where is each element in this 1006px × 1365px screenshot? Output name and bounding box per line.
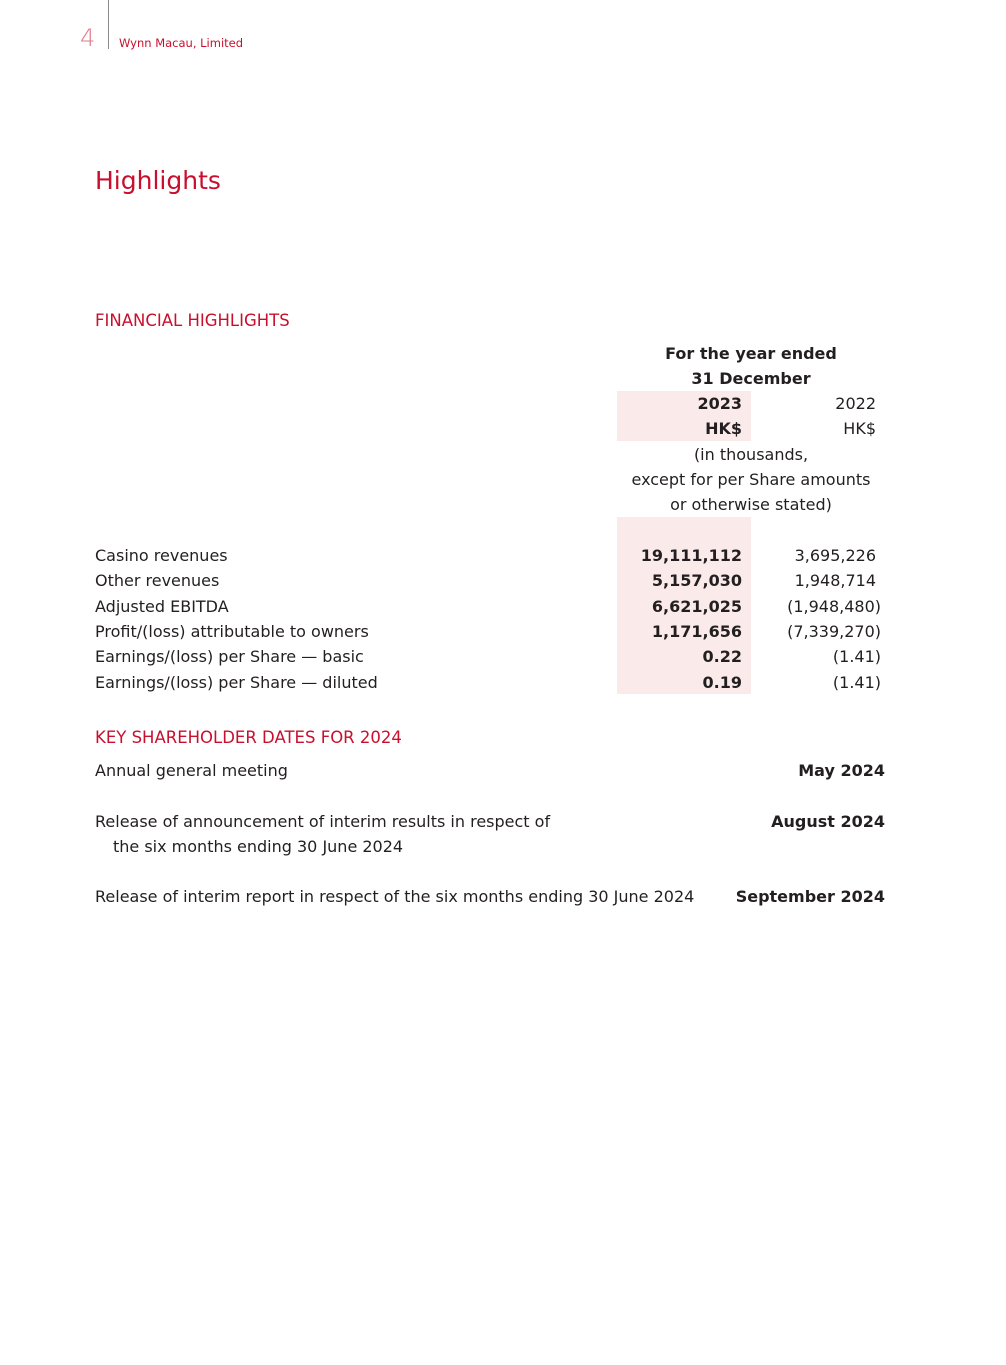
date-item-label-continued: the six months ending 30 June 2024	[113, 837, 404, 856]
table-row-prior: 1,948,714	[794, 571, 876, 590]
table-row-current: 5,157,030	[651, 571, 742, 590]
year-prior: 2022	[835, 394, 876, 413]
table-row-current: 19,111,112	[640, 546, 742, 565]
table-row-current: 0.19	[702, 673, 742, 692]
table-row-label: Earnings/(loss) per Share — basic	[95, 647, 364, 666]
units-note-line1: (in thousands,	[693, 445, 809, 464]
table-row-prior: (1,948,480)	[787, 597, 881, 616]
currency-prior: HK$	[843, 419, 876, 438]
financial-highlights-title: FINANCIAL HIGHLIGHTS	[95, 311, 290, 330]
page-title: Highlights	[95, 166, 221, 195]
table-row-label: Casino revenues	[95, 546, 228, 565]
date-item-date: May 2024	[798, 761, 885, 780]
period-heading-line1: For the year ended	[665, 344, 837, 363]
header-divider	[108, 0, 109, 49]
table-row-label: Earnings/(loss) per Share — diluted	[95, 673, 378, 692]
table-row-prior: (1.41)	[832, 673, 881, 692]
year-current: 2023	[697, 394, 742, 413]
table-row-label: Other revenues	[95, 571, 220, 590]
units-note-line3: or otherwise stated)	[670, 495, 832, 514]
table-row-prior: (7,339,270)	[787, 622, 881, 641]
table-row-current: 1,171,656	[651, 622, 742, 641]
date-item-label: Release of announcement of interim results in respect of	[95, 812, 551, 831]
table-row-current: 6,621,025	[651, 597, 742, 616]
date-item-date: September 2024	[735, 887, 885, 906]
shareholder-dates-title: KEY SHAREHOLDER DATES FOR 2024	[95, 728, 402, 747]
period-heading-line2: 31 December	[691, 369, 811, 388]
date-item-date: August 2024	[771, 812, 885, 831]
company-name: Wynn Macau, Limited	[119, 36, 244, 50]
table-row-label: Adjusted EBITDA	[95, 597, 229, 616]
date-item-label: Release of interim report in respect of the six months ending 30 June 2024	[95, 887, 695, 906]
date-item-label: Annual general meeting	[95, 761, 288, 780]
table-row-current: 0.22	[702, 647, 742, 666]
table-row-label: Profit/(loss) attributable to owners	[95, 622, 369, 641]
currency-current: HK$	[705, 419, 742, 438]
table-row-prior: (1.41)	[832, 647, 881, 666]
page-number: 4	[80, 24, 96, 52]
units-note-line2: except for per Share amounts	[631, 470, 871, 489]
table-row-prior: 3,695,226	[794, 546, 876, 565]
